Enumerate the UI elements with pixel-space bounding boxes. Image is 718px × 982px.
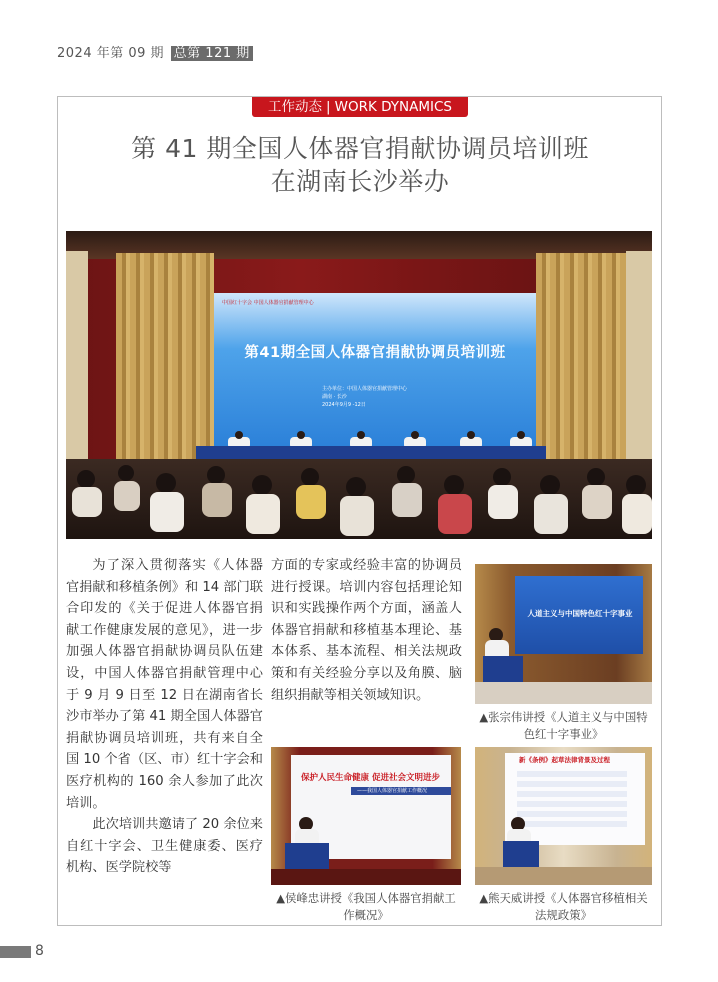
screen-logos: 中国红十字会 中国人体器官捐献管理中心 xyxy=(222,300,314,306)
slide-title-1: 人道主义与中国特色红十字事业 xyxy=(527,609,633,618)
pillar-right xyxy=(626,251,652,481)
curtain-right xyxy=(536,253,626,473)
photo-caption-1: ▲张宗伟讲授《人道主义与中国特色红十字事业》 xyxy=(479,710,648,741)
main-photo xyxy=(66,231,652,539)
footer-bar xyxy=(0,946,31,958)
body-column-2 xyxy=(271,555,462,706)
body-column-1 xyxy=(66,555,263,879)
audience-crowd xyxy=(66,459,652,539)
section-en: WORK DYNAMICS xyxy=(334,99,452,115)
slide-title-3: 新《条例》起草法律背景及过程 xyxy=(519,756,610,764)
article-title xyxy=(60,132,660,198)
photo-caption-3: ▲熊天威讲授《人体器官移植相关法规政策》 xyxy=(479,891,648,922)
title-line-1: 第 41 期全国人体器官捐献协调员培训班 xyxy=(131,134,589,163)
total-issue-badge: 总第 121 期 xyxy=(171,46,253,61)
screen-host: 主办单位：中国人体器官捐献管理中心 xyxy=(322,386,408,392)
slide-title-2: 保护人民生命健康 促进社会文明进步 xyxy=(301,773,440,783)
slide-subtitle-2: ——我国人体器官捐献工作概况 xyxy=(357,788,428,794)
screen-date: 2024年9月9 -12日 xyxy=(322,402,366,408)
issue-number: 2024 年第 09 期 xyxy=(57,46,165,61)
audience xyxy=(66,459,652,539)
screen-place: 湖南 · 长沙 xyxy=(322,394,347,400)
lecture-photo-1 xyxy=(475,564,652,704)
lecture-photo-2 xyxy=(271,747,461,885)
section-separator: | xyxy=(326,99,331,115)
curtain-left xyxy=(116,253,214,473)
pillar-left xyxy=(66,251,88,481)
paragraph-1: 为了深入贯彻落实《人体器官捐献和移植条例》和 14 部门联合印发的《关于促进人体器官捐献工作健康发展的意见》，进一步加强人体器官捐献协调员队伍建设，中国人体器官捐献管理中心于 9 月 9 日至 12 日在湖南省长沙市举办了第 41 期全国人体器官捐献协调员培训班，共有来自全国 10 个省（区、市）红十字会和医疗机构的 160 余人参加了此次培训。 xyxy=(66,558,263,811)
photo-caption-2: ▲侯峰忠讲授《我国人体器官捐献工作概况》 xyxy=(276,891,456,922)
title-line-2: 在湖南长沙举办 xyxy=(270,167,450,196)
issue-header xyxy=(57,42,253,61)
section-cn: 工作动态 xyxy=(268,99,323,115)
paragraph-2: 此次培训共邀请了 20 余位来自红十字会、卫生健康委、医疗机构、医学院校等 xyxy=(66,817,263,876)
screen-title: 第41期全国人体器官捐献协调员培训班 xyxy=(244,345,506,361)
section-tag xyxy=(252,97,468,117)
lecture-photo-3 xyxy=(475,747,652,885)
stage-screen xyxy=(214,293,536,453)
screen-subtitle xyxy=(322,385,407,409)
paragraph-2-continued: 方面的专家或经验丰富的协调员进行授课。培训内容包括理论知识和实践操作两个方面，涵盖人体器官捐献和移植基本理论、基本体系、基本流程、相关法规政策和有关经验分享以及角膜、脑组织捐献等相关领域知识。 xyxy=(271,558,462,703)
page-number: 8 xyxy=(35,943,44,959)
